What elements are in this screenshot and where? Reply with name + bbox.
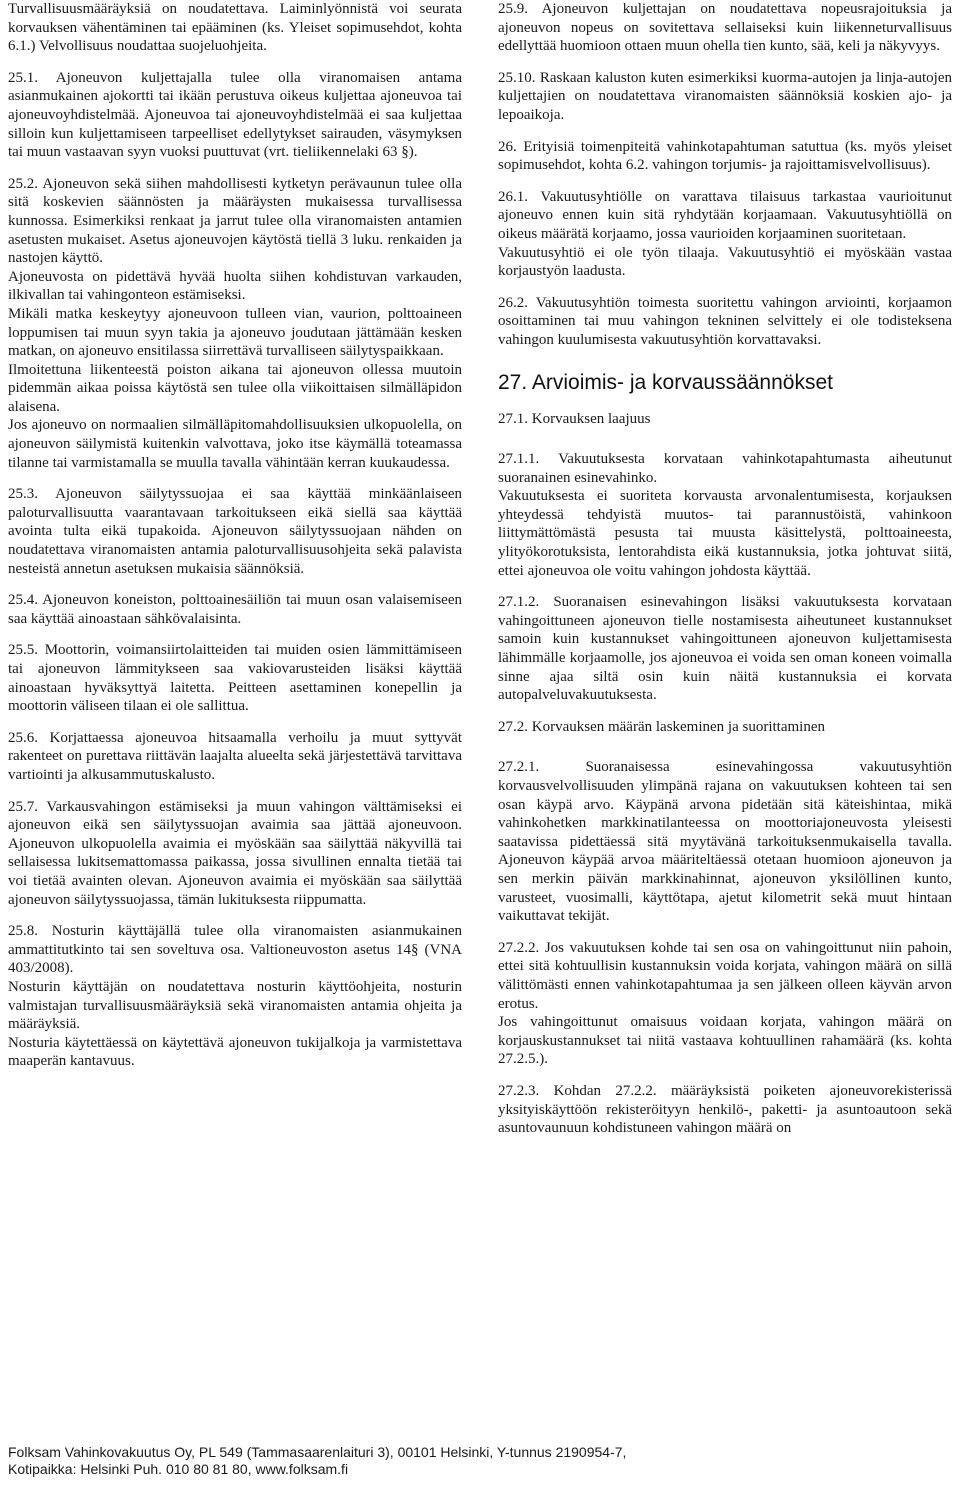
right-column [498, 0, 952, 1138]
paragraph: 25.3. Ajoneuvon säilytyssuojaa ei saa käyttää minkäänlaiseen paloturvallisuutta vaarantavaan tarkoitukseen eikä siellä saa käyttää avointa tulta eikä tupakoida. Ajoneuvon säilytyssuojaan nähden on noudatettava viranomaisten antamia paloturvallisuusohjeita sekä palavista nesteistä annetun asetuksen mukaisia säännöksiä. [8, 486, 462, 577]
paragraph: 26. Erityisiä toimenpiteitä vahinkotapahtuman satuttua (ks. myös yleiset sopimusehdot, kohta 6.2. vahingon torjumis- ja rajoittamisvelvollisuus). [498, 138, 952, 174]
paragraph: 25.5. Moottorin, voimansiirtolaitteiden tai muiden osien lämmittämiseen tai ajoneuvon lämmitykseen saa vakiovarusteiden lisäksi käyttää ainoastaan hyväksyttyä laitetta. Peitteen asettaminen konepellin ja moottorin väliseen tilaan ei ole sallittua. [8, 642, 462, 715]
paragraph: Jos ajoneuvo on normaalien silmälläpitomahdollisuuksien ulkopuolella, on ajoneuvon säilymistä kuitenkin valvottava, joko itse käymällä toteamassa tilanne tai varmistamalla se muulla tavalla vähintään kerran kuukaudessa. [8, 417, 462, 471]
paragraph: Jos vahingoittunut omaisuus voidaan korjata, vahingon määrä on korjauskustannukset tai niitä vastaava kohtuullinen rahamäärä (ks. kohta 27.2.5.). [498, 1014, 952, 1068]
paragraph: Mikäli matka keskeytyy ajoneuvoon tulleen vian, vaurion, polttoaineen loppumisen tai muun syyn takia ja ajoneuvo joudutaan jättämään kesken matkan, on ajoneuvo ensitilassa siirrettävä turvalliseen säilytyspaikkaan. [8, 305, 462, 360]
section-subheading: 27.2. Korvauksen määrän laskeminen ja suorittaminen [498, 718, 825, 735]
paragraph: Ilmoitettuna liikenteestä poiston aikana tai ajoneuvon ollessa muutoin pidemmän aikaa poissa käytöstä sen tulee olla viikoittaisen silmälläpidon alaisena. [8, 361, 462, 415]
paragraph: 26.1. Vakuutusyhtiölle on varattava tilaisuus tarkastaa vaurioitunut ajoneuvo ennen kuin sitä ryhdytään korjaamaan. Vakuutusyhtiöllä on oikeus määrätä korjaamo, jossa vaurioiden korjaaminen suoritetaan. [498, 188, 952, 242]
left-column [8, 0, 462, 1084]
paragraph: 26.2. Vakuutusyhtiön toimesta suoritettu vahingon arviointi, korjaamon osoittaminen tai muu vahingon tekninen selvittely ei ole todisteksena vahingon kuulumisesta vakuutusyhtiön korvattavaksi. [498, 294, 952, 348]
paragraph: 27.1.1. Vakuutuksesta korvataan vahinkotapahtumasta aiheutunut suoranainen esinevahinko. [498, 451, 952, 486]
paragraph: 25.4. Ajoneuvon koneiston, polttoainesäiliön tai muun osan valaisemiseen saa käyttää ainoastaan sähkövalaisinta. [8, 592, 462, 627]
footer-line-address: Folksam Vahinkovakuutus Oy, PL 549 (Tammasaarenlaituri 3), 00101 Helsinki, Y-tunnus 2190954-7, [8, 1444, 627, 1460]
paragraph: 25.8. Nosturin käyttäjällä tulee olla viranomaisten asianmukainen ammattitutkinto tai sen soveltuva osa. Valtioneuvoston asetus 14§ (VNA 403/2008). [8, 923, 462, 977]
paragraph: Vakuutusyhtiö ei ole työn tilaaja. Vakuutusyhtiö ei myöskään vastaa korjaustyön laadusta. [498, 244, 952, 280]
paragraph: 25.10. Raskaan kaluston kuten esimerkiksi kuorma-autojen ja linja-autojen kuljettajien on noudatettava viranomaisten säännöksiä koskien ajo- ja lepoaikoja. [498, 69, 952, 123]
paragraph: Vakuutuksesta ei suoriteta korvausta arvonalentumisesta, korjauksen yhteydessä tehdyistä muutos- tai parannustöistä, vahinkoon liittymättömästä pesusta tai muusta käsittelystä, polttoaineesta, ylityökorotuksista, lentorahdista eikä kustannuksia, jotka johtuvat siitä, ettei ajoneuvoa ole voitu vahingon johdosta käyttää. [498, 488, 952, 579]
page-footer [8, 1444, 948, 1478]
paragraph: 25.1. Ajoneuvon kuljettajalla tulee olla viranomaisen antama asianmukainen ajokortti tai ikään perustuva oikeus kuljettaa ajoneuvoa tai ajoneuvoyhdistelmää. Ajoneuvoa tai ajoneuvoyhdistelmää ei saa kuljettaa silloin kun kuljettamiseen tarpeelliset edellytykset sairauden, väsymyksen tai muun vastaavan syyn vuoksi puuttuvat (vrt. tieliikennelaki 63 §). [8, 69, 462, 161]
paragraph: 25.7. Varkausvahingon estämiseksi ja muun vahingon välttämiseksi ei ajoneuvon eikä sen säilytyssuojan avaimia saa jättää ajoneuvoon. Ajoneuvon ulkopuolella avaimia ei myöskään saa säilyttää näkyvillä tai sellaisessa lukitsemattomassa paikassa, jossa sivullinen ennalta tietää tai voi tietää avainten olevan. Ajoneuvon avaimia ei myöskään saa säilyttää ajoneuvon säilytyssuojassa, tämän lukituksesta riippumatta. [8, 798, 462, 908]
paragraph: 25.9. Ajoneuvon kuljettajan on noudatettava nopeusrajoituksia ja ajoneuvon nopeus on sovitettava sellaiseksi kuin liikenneturvallisuus edellyttää huomioon ottaen muun ohella tien kunto, sää, keli ja näkyvyys. [498, 1, 952, 55]
paragraph: 27.2.3. Kohdan 27.2.2. määräyksistä poiketen ajoneuvorekisterissä yksityiskäyttöön rekisteröityyn henkilö-, paketti- ja asuntoautoon sekä asuntovaunuun kohdistuneen vahingon määrä on [498, 1082, 952, 1137]
paragraph: 27.2.1. Suoranaisessa esinevahingossa vakuutusyhtiön korvausvelvollisuuden ylimpänä rajana on vakuutuksen kohteen tai sen osan käypä arvo. Käypänä arvona pidetään sitä käteishintaa, mikä vahinkohetken markkinatilanteessa on moottoriajoneuvosta yleisesti saatavissa pidettäessä sitä myytävänä tarkoituksenmukaisella tavalla. Ajoneuvon käypää arvoa määriteltäessä otetaan huomioon ajoneuvon ja sen merkin päivän markkinahinnat, ajoneuvon yksilöllinen kunto, varusteet, vuosimalli, käyttötapa, ajetut kilometrit sekä muut hintaan vaikuttavat tekijät. [498, 759, 952, 925]
paragraph: 27.2.2. Jos vakuutuksen kohde tai sen osa on vahingoittunut niin pahoin, ettei sitä kohtuullisin kustannuksin voida korjata, vahingon määrä on sillä välittömästi ennen vahinkotapahtumaa ja sen jälkeen olleen käyvän arvon erotus. [498, 939, 952, 1012]
paragraph: Ajoneuvosta on pidettävä hyvää huolta siihen kohdistuvan varkauden, ilkivallan tai vahingonteon estämiseksi. [8, 268, 462, 304]
section-heading: 27. Arvioimis- ja korvaussäännökset [498, 370, 833, 394]
paragraph: 25.2. Ajoneuvon sekä siihen mahdollisesti kytketyn perävaunun tulee olla sitä koskevien säännösten ja määräysten mukaisessa turvallisessa kunnossa. Esimerkiksi renkaat ja jarrut tulee olla viranomaisten antamien asetusten mukaiset. Asetus ajoneuvojen käytöstä tiellä 3 luku. renkaiden ja nastojen käyttö. [8, 175, 462, 267]
paragraph: 27.1.2. Suoranaisen esinevahingon lisäksi vakuutuksesta korvataan vahingoittuneen ajoneuvon tielle nostamisesta aiheutuneet kustannukset samoin kuin kustannukset vahingoittuneen ajoneuvon kuljettamisesta lähimmälle korjaamolle, jos ajoneuvoa ei voida sen oman koneen voimalla sinne ajaa siltä osin kuin näitä kustannuksia ei korvata autopalveluvakuutuksesta. [498, 594, 952, 704]
paragraph: Turvallisuusmääräyksiä on noudatettava. Laiminlyönnistä voi seurata korvauksen vähentäminen tai epääminen (ks. Yleiset sopimusehdot, kohta 6.1.) Velvollisuus noudattaa suojeluohjeita. [8, 1, 462, 55]
paragraph: Nosturin käyttäjän on noudatettava nosturin käyttöohjeita, nosturin valmistajan turvallisuusmääräyksiä sekä viranomaisten antamia ohjeita ja määräyksiä. [8, 978, 462, 1033]
section-subheading: 27.1. Korvauksen laajuus [498, 410, 651, 427]
footer-line-contact: Kotipaikka: Helsinki Puh. 010 80 81 80, www.folksam.fi [8, 1461, 349, 1477]
paragraph: Nosturia käytettäessä on käytettävä ajoneuvon tukijalkoja ja varmistettava maaperän kantavuus. [8, 1034, 462, 1070]
paragraph: 25.6. Korjattaessa ajoneuvoa hitsaamalla verhoilu ja muut syttyvät rakenteet on purettava riittävän laajalta alueelta sekä järjestettävä tarvittava vartiointi ja alkusammutuskalusto. [8, 729, 462, 783]
